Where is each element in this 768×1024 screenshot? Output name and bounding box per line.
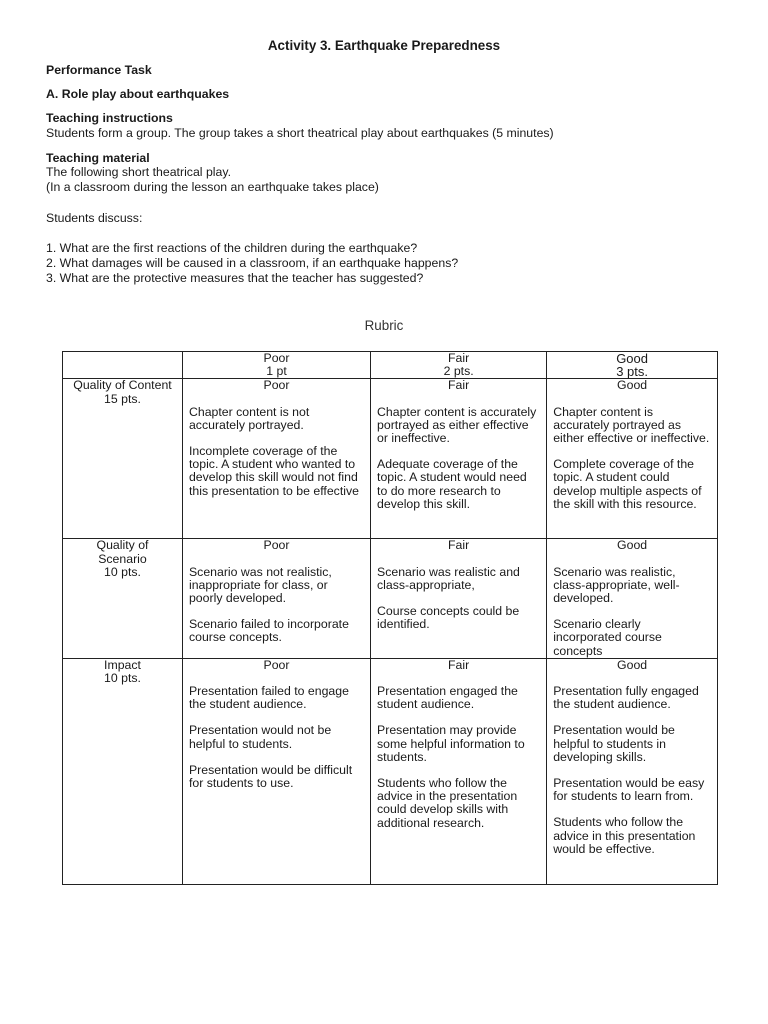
level-label: Poor xyxy=(263,378,290,393)
rubric-cell xyxy=(182,539,370,658)
rubric-row-content xyxy=(63,379,718,539)
rubric-cell xyxy=(371,658,547,884)
criterion-points: 10 pts. xyxy=(104,564,141,579)
criterion-label: Impact xyxy=(104,657,141,672)
points-label: 3 pts. xyxy=(616,364,648,380)
discussion-question: 2. What damages will be caused in a classroom, if an earthquake happens? xyxy=(46,256,459,270)
rubric-row-scenario xyxy=(63,539,718,658)
level-label: Poor xyxy=(263,657,290,672)
performance-task-heading: Performance Task xyxy=(46,63,152,77)
teaching-material-heading: Teaching material xyxy=(46,151,150,165)
rubric-cell xyxy=(182,379,370,539)
level-label: Fair xyxy=(448,351,470,365)
descriptor-text: Complete coverage of the topic. A student could develop multiple aspects of the skill with this resource. xyxy=(553,457,702,511)
descriptor-text: Chapter content is accurately portrayed as either effective or ineffective. xyxy=(377,404,537,446)
level-label: Poor xyxy=(263,538,290,553)
rubric-cell xyxy=(547,539,718,658)
rubric-header-cell-fair xyxy=(371,352,547,379)
descriptor-text: Presentation fully engaged the student audience. xyxy=(553,684,699,712)
level-label: Good xyxy=(617,538,648,553)
teaching-material-line: (In a classroom during the lesson an earthquake takes place) xyxy=(46,180,379,194)
descriptor-text: Students who follow the advice in this presentation would be effective. xyxy=(553,815,696,856)
descriptor-text: Scenario was not realistic, inappropriate for class, or poorly developed. xyxy=(188,564,332,606)
rubric-cell xyxy=(182,658,370,884)
rubric-table xyxy=(62,351,718,885)
rubric-cell xyxy=(547,658,718,884)
descriptor-text: Chapter content is accurately portrayed as either effective or ineffective. xyxy=(553,404,710,446)
level-label: Poor xyxy=(263,351,290,365)
criterion-cell xyxy=(63,539,183,658)
rubric-header-row xyxy=(63,352,718,379)
descriptor-text: Presentation engaged the student audience. xyxy=(377,684,518,712)
descriptor-text: Scenario failed to incorporate course concepts. xyxy=(188,617,349,645)
rubric-cell xyxy=(371,379,547,539)
criterion-label: Quality of Content xyxy=(73,378,172,393)
descriptor-text: Adequate coverage of the topic. A student would need to do more research to develop this skill. xyxy=(377,457,527,511)
level-label: Good xyxy=(616,351,648,366)
descriptor-text: Chapter content is not accurately portrayed. xyxy=(188,404,310,432)
teaching-instructions-text: Students form a group. The group takes a short theatrical play about earthquakes (5 minutes) xyxy=(46,126,554,140)
teaching-material-line: The following short theatrical play. xyxy=(46,165,231,179)
rubric-cell xyxy=(371,539,547,658)
level-label: Fair xyxy=(448,378,470,393)
rubric-header-cell-poor xyxy=(182,352,370,379)
rubric-header-empty-cell xyxy=(63,352,183,379)
points-label: 1 pt xyxy=(266,364,287,379)
descriptor-text: Incomplete coverage of the topic. A student who wanted to develop this skill would not find this presentation to be effective xyxy=(188,444,359,498)
rubric-title: Rubric xyxy=(364,318,404,333)
descriptor-text: Presentation would not be helpful to students. xyxy=(188,723,332,751)
criterion-label: Scenario xyxy=(98,551,147,566)
descriptor-text: Presentation failed to engage the student audience. xyxy=(188,684,349,712)
level-label: Good xyxy=(617,378,648,393)
level-label: Fair xyxy=(448,538,470,553)
criterion-label: Quality of xyxy=(96,538,149,553)
level-label: Fair xyxy=(448,657,470,672)
role-play-heading: A. Role play about earthquakes xyxy=(46,87,230,101)
descriptor-text: Presentation would be difficult for students to use. xyxy=(188,762,353,791)
students-discuss-label: Students discuss: xyxy=(46,211,143,225)
descriptor-text: Scenario was realistic and class-appropriate, xyxy=(377,564,520,592)
level-label: Good xyxy=(617,657,648,672)
discussion-question: 3. What are the protective measures that the teacher has suggested? xyxy=(46,271,424,285)
criterion-points: 15 pts. xyxy=(104,391,141,406)
descriptor-text: Scenario was realistic, class-appropriate, well-developed. xyxy=(553,564,680,606)
rubric-cell xyxy=(547,379,718,539)
points-label: 2 pts. xyxy=(443,364,474,379)
rubric-row-impact xyxy=(63,658,718,884)
criterion-points: 10 pts. xyxy=(104,671,141,686)
descriptor-text: Presentation would be easy for students to learn from. xyxy=(553,776,705,804)
criterion-cell xyxy=(63,658,183,884)
descriptor-text: Course concepts could be identified. xyxy=(377,604,520,632)
descriptor-text: Presentation would be helpful to students in developing skills. xyxy=(553,723,675,764)
descriptor-text: Students who follow the advice in the presentation could develop skills with additional research. xyxy=(377,776,518,830)
discussion-question: 1. What are the first reactions of the children during the earthquake? xyxy=(46,241,418,255)
document-title: Activity 3. Earthquake Preparedness xyxy=(267,38,501,53)
descriptor-text: Scenario clearly incorporated course concepts xyxy=(553,617,662,658)
descriptor-text: Presentation may provide some helpful information to students. xyxy=(377,723,525,764)
criterion-cell xyxy=(63,379,183,539)
rubric-header-cell-good xyxy=(547,352,718,379)
teaching-instructions-heading: Teaching instructions xyxy=(46,111,173,125)
